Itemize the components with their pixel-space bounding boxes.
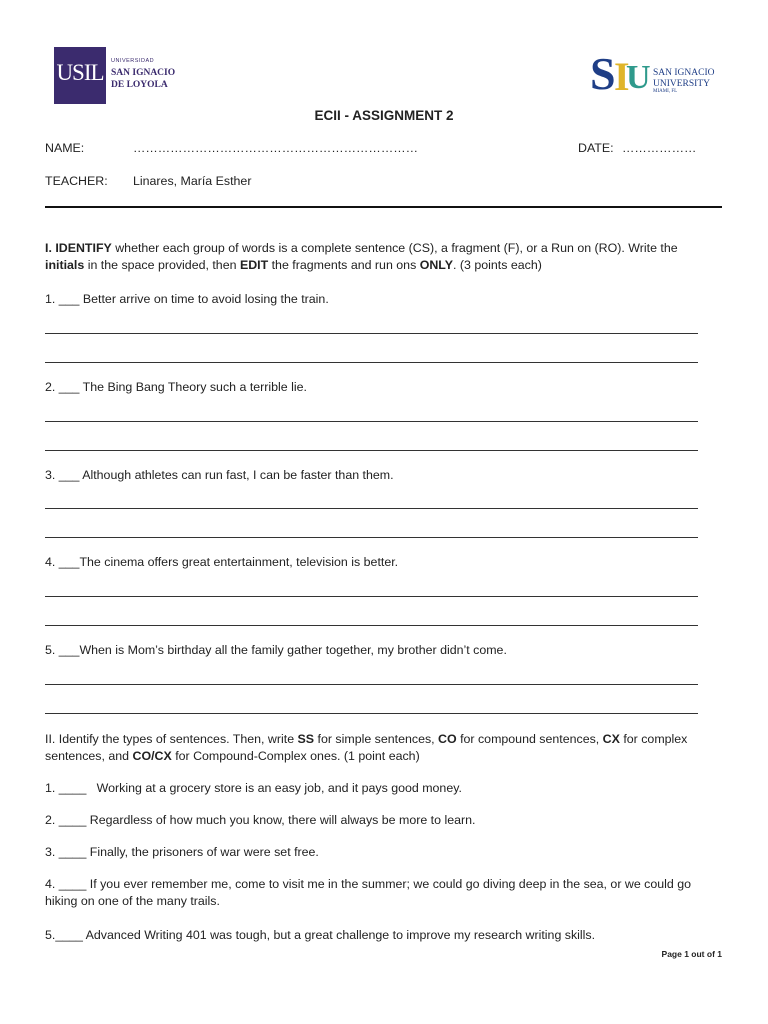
usil-logo-mark: USIL — [56, 60, 104, 85]
answer-line[interactable] — [45, 362, 698, 363]
answer-line[interactable] — [45, 508, 698, 509]
answer-line[interactable] — [45, 421, 698, 422]
section1-identify: I. IDENTIFY — [45, 241, 112, 255]
usil-logo-small-text: UNIVERSIDAD — [111, 58, 155, 64]
siu-logo-i: I — [614, 54, 630, 99]
name-label: NAME: — [45, 141, 85, 155]
section2-co: CO — [438, 732, 457, 746]
siu-logo-s: S — [590, 48, 616, 99]
section2-cx: CX — [602, 732, 620, 746]
section1-item: 5. ___When is Mom’s birthday all the family gather together, my brother didn’t come. — [45, 643, 507, 657]
section1-text: . (3 points each) — [452, 258, 542, 272]
answer-line[interactable] — [45, 537, 698, 538]
answer-line[interactable] — [45, 333, 698, 334]
section2-item: 3. ____ Finally, the prisoners of war were set free. — [45, 845, 319, 859]
section2-ss: SS — [297, 732, 315, 746]
section1-text: in the space provided, then — [84, 258, 240, 272]
section1-only: ONLY — [419, 258, 453, 272]
section2-text: for compound sentences, — [456, 732, 603, 746]
siu-logo-line2: UNIVERSITY — [653, 78, 710, 89]
siu-logo-name — [653, 68, 715, 89]
page-title: ECII - ASSIGNMENT 2 — [314, 108, 454, 123]
usil-logo-line1: SAN IGNACIO — [111, 68, 176, 78]
answer-line[interactable] — [45, 625, 698, 626]
answer-line[interactable] — [45, 450, 698, 451]
siu-logo-line1: SAN IGNACIO — [653, 68, 715, 78]
section2-text: II. Identify the types of sentences. Then, write — [45, 732, 298, 746]
section2-cocx: CO/CX — [132, 749, 172, 763]
section2-item: 5.____ Advanced Writing 401 was tough, but a great challenge to improve my research writing skills. — [45, 928, 596, 942]
answer-line[interactable] — [45, 713, 698, 714]
usil-logo-line2: DE LOYOLA — [111, 80, 168, 90]
section1-item: 2. ___ The Bing Bang Theory such a terrible lie. — [45, 380, 307, 394]
section1-text: whether each group of words is a complete sentence (CS), a fragment (F), or a Run on (RO). Write the — [111, 241, 678, 255]
header-divider — [45, 206, 722, 208]
usil-logo-name — [111, 67, 175, 91]
section1-initials: initials — [45, 258, 85, 272]
section2-item: 4. ____ If you ever remember me, come to visit me in the summer; we could go diving deep in the sea, or we could go hiking on one of the many trails. — [45, 877, 692, 908]
section1-text: the fragments and run ons — [268, 258, 420, 272]
section1-instructions — [45, 240, 705, 274]
answer-line[interactable] — [45, 596, 698, 597]
section2-text: for complex sentences, and — [45, 732, 688, 763]
section1-item: 1. ___ Better arrive on time to avoid losing the train. — [45, 292, 329, 306]
siu-logo-city: MIAMI, FL — [653, 89, 678, 94]
date-label: DATE: — [578, 141, 614, 155]
section1-item: 4. ___The cinema offers great entertainment, television is better. — [45, 555, 399, 569]
name-field[interactable]: …………………………………………………………… — [133, 141, 418, 155]
answer-line[interactable] — [45, 684, 698, 685]
teacher-label: TEACHER: — [45, 174, 108, 188]
page-number: Page 1 out of 1 — [661, 949, 722, 959]
section2-item: 1. ____ Working at a grocery store is an easy job, and it pays good money. — [45, 781, 462, 795]
section1-edit: EDIT — [239, 258, 269, 272]
date-field[interactable]: ……………… — [622, 141, 697, 155]
section2-instructions — [45, 731, 720, 765]
section2-text: for simple sentences, — [314, 732, 439, 746]
teacher-name: Linares, María Esther — [133, 174, 252, 188]
section2-text: for Compound-Complex ones. (1 point each) — [171, 749, 420, 763]
section2-item: 2. ____ Regardless of how much you know, there will always be more to learn. — [45, 813, 476, 827]
section1-item: 3. ___ Although athletes can run fast, I can be faster than them. — [45, 468, 394, 482]
siu-logo-u: U — [626, 59, 651, 96]
